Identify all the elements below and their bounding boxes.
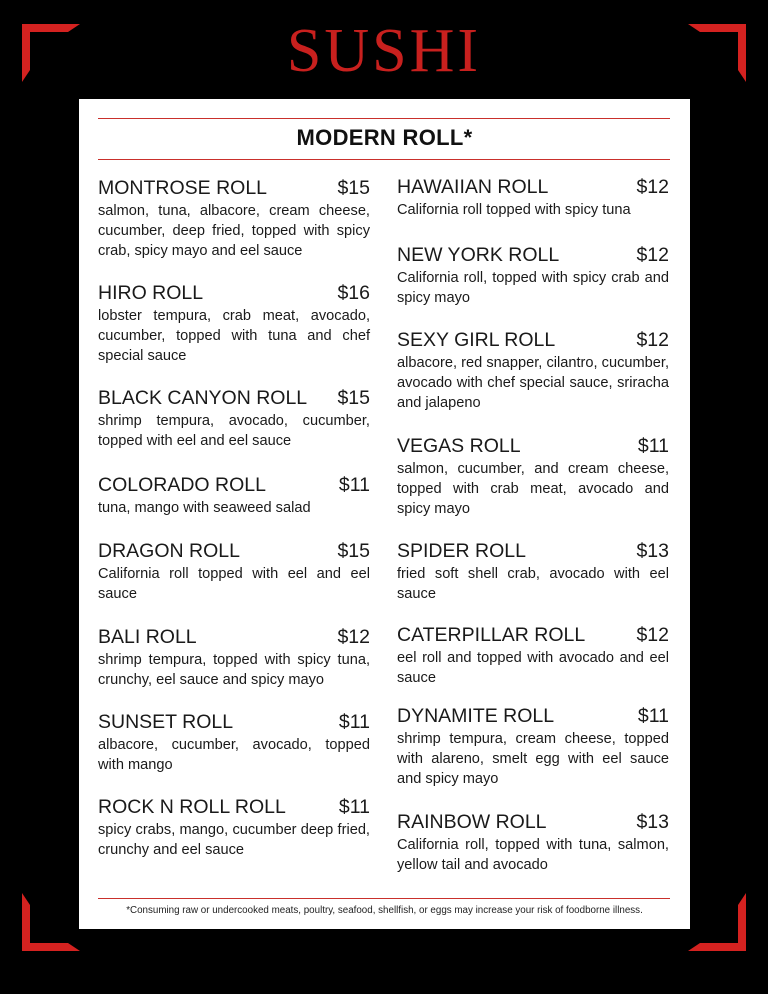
footer-divider <box>98 898 670 899</box>
item-name: BALI ROLL <box>98 626 197 648</box>
brand-title: SUSHI <box>286 17 482 85</box>
item-name: SUNSET ROLL <box>98 711 234 733</box>
item-price: $13 <box>636 811 669 833</box>
item-price: $11 <box>637 435 669 457</box>
item-description: shrimp tempura, topped with spicy tuna, crunchy, eel sauce and spicy mayo <box>98 652 370 688</box>
item-name: RAINBOW ROLL <box>397 811 547 833</box>
menu-item <box>98 711 370 775</box>
menu-item <box>397 176 669 220</box>
item-description: albacore, red snapper, cilantro, cucumber, avocado with chef special sauce, sriracha and jalapeno <box>397 355 669 411</box>
item-name: ROCK N ROLL ROLL <box>98 796 286 818</box>
corner-bracket-bottom-left-icon <box>22 893 80 951</box>
item-name: HAWAIIAN ROLL <box>397 176 549 198</box>
item-description: California roll, topped with spicy crab and spicy mayo <box>397 270 669 306</box>
item-name: VEGAS ROLL <box>397 435 521 457</box>
title-divider <box>98 159 670 160</box>
item-name: DRAGON ROLL <box>98 540 240 562</box>
item-name: MONTROSE ROLL <box>98 177 268 199</box>
item-description: fried soft shell crab, avocado with eel sauce <box>397 566 669 602</box>
item-description: salmon, cucumber, and cream cheese, topped with crab meat, avocado and spicy mayo <box>397 461 669 517</box>
item-price: $11 <box>338 474 370 496</box>
item-description: albacore, cucumber, avocado, topped with mango <box>98 737 370 773</box>
item-description: spicy crabs, mango, cucumber deep fried, crunchy and eel sauce <box>98 822 370 858</box>
menu-item <box>397 244 669 308</box>
item-price: $15 <box>337 387 370 409</box>
item-description: shrimp tempura, avocado, cucumber, topped with eel and eel sauce <box>98 413 370 449</box>
item-description: tuna, mango with seaweed salad <box>98 500 311 516</box>
item-name: SEXY GIRL ROLL <box>397 329 556 351</box>
item-name: CATERPILLAR ROLL <box>397 624 586 646</box>
menu-item <box>397 435 669 519</box>
item-price: $11 <box>338 711 370 733</box>
menu-item <box>397 540 669 604</box>
item-name: BLACK CANYON ROLL <box>98 387 308 409</box>
item-description: California roll topped with eel and eel sauce <box>98 566 370 602</box>
menu-item <box>98 177 370 261</box>
section-title: MODERN ROLL* <box>296 125 473 150</box>
item-name: NEW YORK ROLL <box>397 244 560 266</box>
item-price: $11 <box>338 796 370 818</box>
menu-item <box>98 540 370 604</box>
menu-item <box>98 474 370 518</box>
item-description: California roll, topped with tuna, salmon, yellow tail and avocado <box>397 837 669 873</box>
item-price: $12 <box>636 244 669 266</box>
health-disclaimer: *Consuming raw or undercooked meats, poultry, seafood, shellfish, or eggs may increase your risk of foodborne illness. <box>126 905 643 916</box>
item-description: salmon, tuna, albacore, cream cheese, cucumber, deep fried, topped with spicy crab, spicy mayo and eel sauce <box>98 203 370 259</box>
item-name: COLORADO ROLL <box>98 474 266 496</box>
menu-item <box>397 624 669 688</box>
item-description: California roll topped with spicy tuna <box>397 202 631 218</box>
item-name: DYNAMITE ROLL <box>397 705 555 727</box>
menu-item <box>397 329 669 413</box>
item-description: lobster tempura, crab meat, avocado, cucumber, topped with tuna and chef special sauce <box>98 308 370 364</box>
top-divider <box>98 118 670 119</box>
item-price: $11 <box>637 705 669 727</box>
menu-panel <box>79 99 690 929</box>
item-description: shrimp tempura, cream cheese, topped with alareno, smelt egg with eel sauce and spicy mayo <box>397 731 669 787</box>
menu-item <box>98 796 370 860</box>
menu-item <box>98 282 370 366</box>
menu-item <box>98 387 370 451</box>
item-price: $12 <box>636 624 669 646</box>
item-price: $15 <box>337 177 370 199</box>
item-price: $13 <box>636 540 669 562</box>
menu-item <box>98 626 370 690</box>
item-name: SPIDER ROLL <box>397 540 526 562</box>
item-description: eel roll and topped with avocado and eel sauce <box>397 650 669 686</box>
menu-item <box>397 705 669 789</box>
item-price: $16 <box>337 282 370 304</box>
menu-item <box>397 811 669 875</box>
item-name: HIRO ROLL <box>98 282 204 304</box>
corner-bracket-bottom-right-icon <box>688 893 746 951</box>
item-price: $15 <box>337 540 370 562</box>
item-price: $12 <box>636 329 669 351</box>
item-price: $12 <box>337 626 370 648</box>
item-price: $12 <box>636 176 669 198</box>
